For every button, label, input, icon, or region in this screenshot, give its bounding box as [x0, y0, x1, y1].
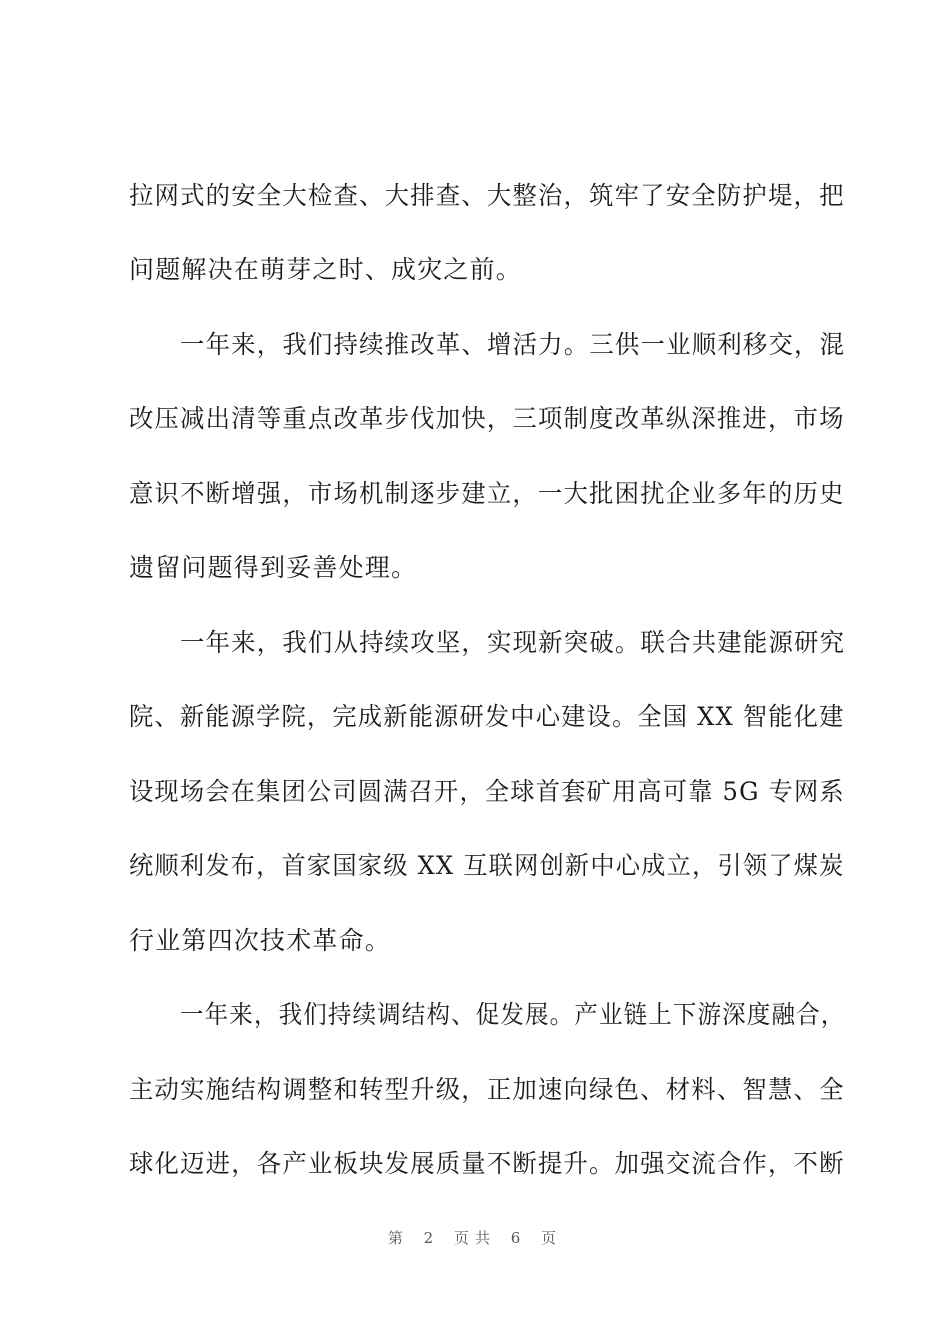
paragraph-3-line-3: 设现场会在集团公司圆满召开，全球首套矿用高可靠 5G 专网系 [129, 777, 845, 806]
paragraph-2-line-3: 意识不断增强，市场机制逐步建立，一大批困扰企业多年的历史 [129, 479, 845, 508]
page-number-footer: 第 2 页共 6 页 [387, 1229, 563, 1247]
paragraph-2-line-1: 一年来，我们持续推改革、增活力。三供一业顺利移交，混 [180, 330, 846, 359]
paragraph-3-line-2: 院、新能源学院，完成新能源研发中心建设。全国 XX 智能化建 [129, 702, 845, 731]
paragraph-3-line-4: 统顺利发布，首家国家级 XX 互联网创新中心成立，引领了煤炭 [129, 851, 845, 880]
paragraph-3-line-5: 行业第四次技术革命。 [129, 926, 392, 955]
paragraph-3-line-1: 一年来，我们从持续攻坚，实现新突破。联合共建能源研究 [180, 628, 846, 657]
paragraph-4-line-2: 主动实施结构调整和转型升级，正加速向绿色、材料、智慧、全 [129, 1075, 845, 1104]
paragraph-2-line-2: 改压减出清等重点改革步伐加快，三项制度改革纵深推进，市场 [129, 404, 845, 433]
paragraph-1-line-1: 拉网式的安全大检查、大排查、大整治，筑牢了安全防护堤，把 [129, 181, 845, 210]
paragraph-2-line-4: 遗留问题得到妥善处理。 [129, 553, 418, 582]
paragraph-4-line-3: 球化迈进，各产业板块发展质量不断提升。加强交流合作，不断 [129, 1149, 845, 1178]
paragraph-1-line-2: 问题解决在萌芽之时、成灾之前。 [129, 255, 523, 284]
paragraph-4-line-1: 一年来，我们持续调结构、促发展。产业链上下游深度融合， [180, 1000, 846, 1029]
